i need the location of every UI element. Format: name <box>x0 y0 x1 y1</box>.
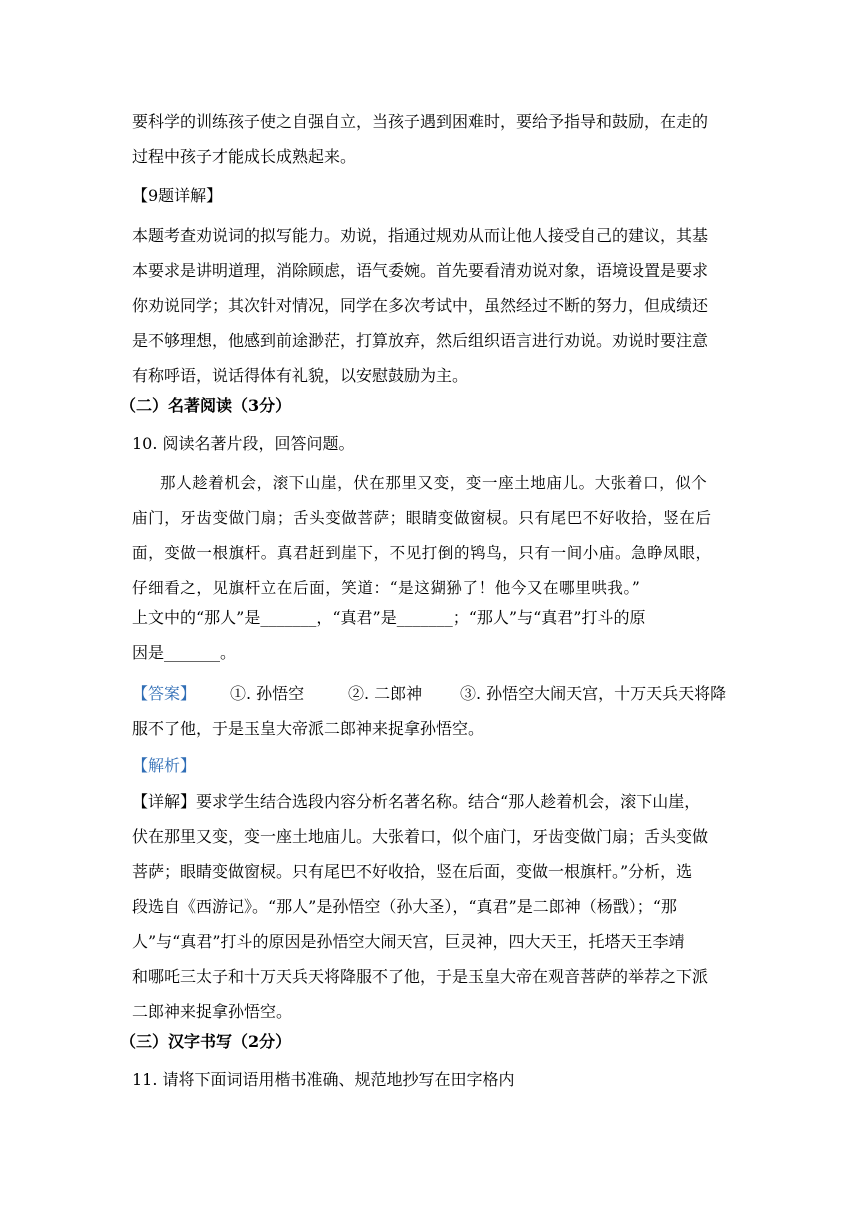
analysis-body <box>132 784 732 1029</box>
question-prompt <box>132 426 732 461</box>
question-10 <box>132 426 732 461</box>
question-text: 请将下面词语用楷书准确、规范地抄写在田字格内 <box>162 1070 515 1089</box>
question-line: 上文中的“那人”是_______，“真君”是_______；“那人”与“真君”打斗的原 <box>132 608 646 627</box>
excerpt-passage <box>132 466 732 606</box>
analysis-line: 和哪吒三太子和十万天兵天将降服不了他，于是玉皇大帝在观音菩萨的举荐之下派 <box>132 967 709 986</box>
analysis-line: 二郎神来捉拿孙悟空。 <box>132 1002 293 1021</box>
analysis-label: 【解析】 <box>132 756 197 775</box>
answer-item-1: ①. 孙悟空 <box>230 684 305 703</box>
question-number: 11. <box>132 1070 158 1089</box>
text-line: 本要求是讲明道理，消除顾虑，语气委婉。首先要看清劝说对象，语境设置是要求 <box>132 261 709 280</box>
question-line: 因是_______。 <box>132 643 237 662</box>
detail-label: 【详解】 <box>132 792 197 811</box>
question-number: 10. <box>132 434 158 453</box>
q9-detail-body <box>132 218 732 393</box>
analysis-text: 要求学生结合选段内容分析名著名称。结合“那人趁着机会，滚下山崖， <box>196 792 701 811</box>
analysis-section <box>132 748 732 783</box>
analysis-line: 菩萨；眼睛变做窗棂。只有尾巴不好收拾，竖在后面，变做一根旗杆。”分析，选 <box>132 862 693 881</box>
text-line: 过程中孩子才能成长成熟起来。 <box>132 147 357 166</box>
analysis-line: 人”与“真君”打斗的原因是孙悟空大闹天宫，巨灵神，四大天王，托塔天王李靖 <box>132 932 685 951</box>
analysis-line <box>132 784 732 819</box>
excerpt-line: 仔细看之，见旗杆立在后面，笑道：“是这猢狲了！他今又在哪里哄我。” <box>132 579 641 597</box>
text-line: 是不够理想，他感到前途渺茫，打算放弃，然后组织语言进行劝说。劝说时要注意 <box>132 331 709 350</box>
text-line: 有称呼语，说话得体有礼貌，以安慰鼓励为主。 <box>132 366 469 385</box>
q9-detail-title: 【9题详解】 <box>132 186 223 205</box>
answer-line <box>132 676 732 711</box>
section-title: （三）汉字书写（2分） <box>120 1032 292 1051</box>
text-line: 本题考查劝说词的拟写能力。劝说，指通过规劝从而让他人接受自己的建议，其基 <box>132 226 709 245</box>
section-3-heading <box>120 1024 720 1059</box>
text-line: 要科学的训练孩子使之自强自立，当孩子遇到困难时，要给予指导和鼓励，在走的 <box>132 112 709 131</box>
q9-detail-section <box>132 178 732 213</box>
excerpt-line: 庙门，牙齿变做门扇；舌头变做菩萨；眼睛变做窗棂。只有尾巴不好收拾，竖在后 <box>132 509 712 527</box>
section-title: （二）名著阅读（3分） <box>120 396 292 415</box>
answer-item-2: ②. 二郎神 <box>348 684 423 703</box>
answer-item-3: ③. 孙悟空大闹天宫，十万天兵天将降 <box>460 684 727 703</box>
intro-paragraph <box>132 104 732 174</box>
analysis-line: 段选自《西游记》。“那人”是孙悟空（孙大圣），“真君”是二郎神（杨戬）；“那 <box>132 897 677 916</box>
question-11 <box>132 1062 732 1097</box>
answer-label: 【答案】 <box>132 684 197 703</box>
answer-line: 服不了他，于是玉皇大帝派二郎神来捉拿孙悟空。 <box>132 719 485 738</box>
answer-section <box>132 676 732 746</box>
text-line: 你劝说同学；其次针对情况，同学在多次考试中，虽然经过不断的努力，但成绩还 <box>132 296 709 315</box>
question-prompt <box>132 1062 732 1097</box>
analysis-line: 伏在那里又变，变一座土地庙儿。大张着口，似个庙门，牙齿变做门扇；舌头变做 <box>132 827 709 846</box>
section-2-heading <box>120 388 720 423</box>
excerpt-line: 那人趁着机会，滚下山崖，伏在那里又变，变一座土地庙儿。大张着口，似个 <box>160 474 708 492</box>
excerpt-line: 面，变做一根旗杆。真君赶到崖下，不见打倒的鸨鸟，只有一间小庙。急睁凤眼， <box>132 544 712 562</box>
question-text: 阅读名著片段，回答问题。 <box>162 434 355 453</box>
question-10-blanks <box>132 600 732 670</box>
